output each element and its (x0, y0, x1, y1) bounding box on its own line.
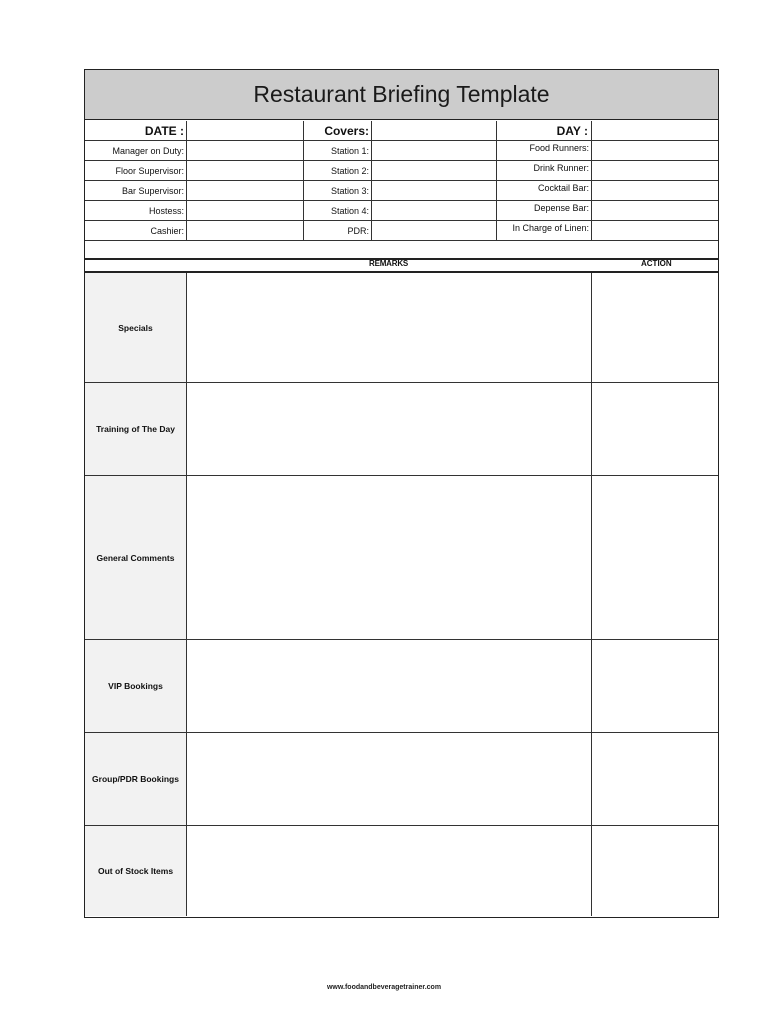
day-field[interactable] (592, 121, 718, 140)
remarks-field[interactable] (187, 640, 592, 732)
section-label: Specials (85, 273, 187, 382)
station-field[interactable] (372, 221, 497, 240)
staff-row (85, 201, 718, 221)
column-header-row (85, 259, 718, 273)
blank-row (85, 240, 718, 260)
action-field[interactable] (591, 826, 718, 916)
station-field[interactable] (372, 201, 497, 220)
staff-role-label: Manager on Duty: (85, 141, 187, 160)
staff-row (85, 141, 718, 161)
station-label: Station 1: (304, 141, 372, 160)
bar-field[interactable] (592, 201, 718, 220)
runner-label: Food Runners: (497, 141, 592, 160)
action-field[interactable] (591, 273, 718, 382)
runner-label: Drink Runner: (497, 161, 592, 180)
action-field[interactable] (591, 383, 718, 475)
section-label: Group/PDR Bookings (85, 733, 187, 825)
station-label: Station 4: (304, 201, 372, 220)
remarks-field[interactable] (187, 826, 592, 916)
remarks-column-header: REMARKS (369, 259, 409, 268)
staff-role-field[interactable] (187, 221, 304, 240)
bar-label: Cocktail Bar: (497, 181, 592, 200)
form-title: Restaurant Briefing Template (85, 70, 718, 120)
staff-role-label: Hostess: (85, 201, 187, 220)
section-specials (85, 273, 718, 383)
section-label: VIP Bookings (85, 640, 187, 732)
staff-row (85, 161, 718, 181)
covers-label: Covers: (304, 121, 372, 140)
date-label: DATE : (85, 121, 187, 140)
station-label: PDR: (304, 221, 372, 240)
section-general-comments (85, 476, 718, 640)
station-label: Station 2: (304, 161, 372, 180)
action-column-header: ACTION (641, 259, 672, 268)
staff-role-field[interactable] (187, 141, 304, 160)
staff-role-field[interactable] (187, 161, 304, 180)
station-field[interactable] (372, 161, 497, 180)
section-label: Out of Stock Items (85, 826, 187, 916)
station-field[interactable] (372, 181, 497, 200)
action-field[interactable] (591, 733, 718, 825)
header-row (85, 121, 718, 141)
station-label: Station 3: (304, 181, 372, 200)
staff-row (85, 221, 718, 241)
section-label: Training of The Day (85, 383, 187, 475)
covers-field[interactable] (372, 121, 497, 140)
runner-field[interactable] (592, 161, 718, 180)
action-field[interactable] (591, 640, 718, 732)
staff-role-label: Cashier: (85, 221, 187, 240)
linen-field[interactable] (592, 221, 718, 240)
day-label: DAY : (497, 121, 592, 140)
briefing-form (84, 69, 719, 918)
footer-url: www.foodandbeveragetrainer.com (326, 984, 442, 991)
staff-role-label: Bar Supervisor: (85, 181, 187, 200)
runner-field[interactable] (592, 141, 718, 160)
remarks-field[interactable] (187, 733, 592, 825)
date-field[interactable] (187, 121, 304, 140)
bar-field[interactable] (592, 181, 718, 200)
bar-label: Depense Bar: (497, 201, 592, 220)
staff-row (85, 181, 718, 201)
staff-role-field[interactable] (187, 181, 304, 200)
action-field[interactable] (591, 476, 718, 639)
remarks-field[interactable] (187, 273, 592, 382)
staff-role-label: Floor Supervisor: (85, 161, 187, 180)
station-field[interactable] (372, 141, 497, 160)
remarks-field[interactable] (187, 476, 592, 639)
section-training (85, 383, 718, 476)
section-group-pdr-bookings (85, 733, 718, 826)
staff-role-field[interactable] (187, 201, 304, 220)
section-vip-bookings (85, 640, 718, 733)
linen-label: In Charge of Linen: (497, 221, 592, 240)
remarks-field[interactable] (187, 383, 592, 475)
section-out-of-stock (85, 826, 718, 916)
section-label: General Comments (85, 476, 187, 639)
